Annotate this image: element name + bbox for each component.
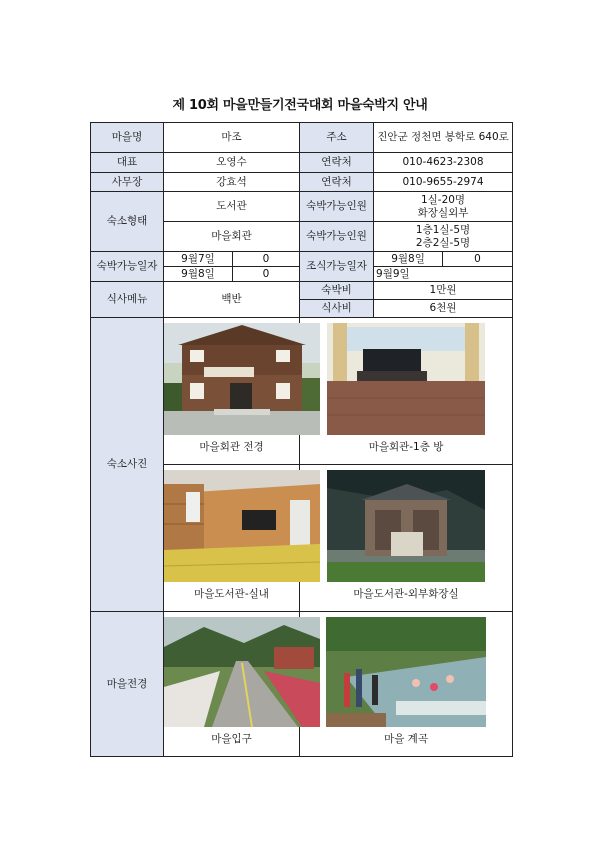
photo-cell	[300, 612, 513, 757]
meal-fee-value: 6천원	[374, 300, 513, 318]
rep-contact-value: 010-4623-2308	[374, 153, 513, 173]
stay-date-label: 숙박가능일자	[91, 252, 164, 282]
capacity-library-line1: 1실-20명	[420, 193, 466, 206]
table-row	[91, 318, 513, 465]
photo-cell	[300, 318, 513, 465]
lodging-fee-label: 숙박비	[300, 282, 374, 300]
photo-cell	[164, 465, 300, 612]
capacity-label-library: 숙박가능인원	[300, 192, 374, 222]
rep-contact-label: 연락처	[300, 153, 374, 173]
stay-date-1: 9월7일	[164, 252, 233, 267]
village-entrance-photo	[164, 617, 320, 727]
lodging-fee-value: 1만원	[374, 282, 513, 300]
capacity-library-line2: 화장실외부	[417, 206, 469, 219]
table-row	[91, 173, 513, 192]
rep-label: 대표	[91, 153, 164, 173]
lodging-photos-label: 숙소사진	[91, 318, 164, 612]
photo-cell	[164, 612, 300, 757]
capacity-label-hall: 숙박가능인원	[300, 222, 374, 252]
rep-value: 오영수	[164, 153, 300, 173]
breakfast-date-1: 9월8일	[374, 252, 443, 267]
breakfast-date-2: 9월9일	[374, 267, 513, 282]
capacity-library	[374, 192, 513, 222]
village-hall-exterior-photo	[164, 323, 320, 435]
village-view-label: 마을전경	[91, 612, 164, 757]
meal-menu-label: 식사메뉴	[91, 282, 164, 318]
photo-cell	[300, 465, 513, 612]
village-hall-exterior-caption: 마을회관 전경	[199, 441, 264, 453]
table-row	[91, 252, 513, 267]
lodging-type-label: 숙소형태	[91, 192, 164, 252]
table-row	[91, 282, 513, 300]
library-interior-photo	[164, 470, 320, 582]
stay-count-1: 0	[233, 252, 300, 267]
village-hall-room-photo	[327, 323, 485, 435]
capacity-hall-line2: 2층2실-5명	[415, 236, 471, 249]
table-row	[91, 612, 513, 757]
capacity-hall-line1: 1층1실-5명	[415, 223, 471, 236]
village-label: 마을명	[91, 123, 164, 153]
office-contact-value: 010-9655-2974	[374, 173, 513, 192]
photo-cell	[164, 318, 300, 465]
village-stream-caption: 마을 계곡	[384, 733, 428, 745]
breakfast-date-label: 조식가능일자	[300, 252, 374, 282]
office-label: 사무장	[91, 173, 164, 192]
table-row	[91, 153, 513, 173]
library-toilet-caption: 마을도서관-외부화장실	[353, 588, 459, 600]
address-value: 진안군 정천면 봉학로 640로	[374, 123, 513, 153]
address-label: 주소	[300, 123, 374, 153]
office-contact-label: 연락처	[300, 173, 374, 192]
library-toilet-photo	[327, 470, 485, 582]
capacity-hall	[374, 222, 513, 252]
table-row	[91, 123, 513, 153]
stay-count-2: 0	[233, 267, 300, 282]
library-interior-caption: 마을도서관-실내	[194, 588, 269, 600]
lodging-info-table	[90, 122, 513, 757]
stay-date-2: 9월8일	[164, 267, 233, 282]
office-value: 강효석	[164, 173, 300, 192]
breakfast-count-1: 0	[443, 252, 513, 267]
page-title: 제 10회 마을만들기전국대회 마을숙박지 안내	[172, 98, 428, 113]
lodging-type-library: 도서관	[164, 192, 300, 222]
village-hall-room-caption: 마을회관-1층 방	[368, 441, 444, 453]
meal-fee-label: 식사비	[300, 300, 374, 318]
village-value: 마조	[164, 123, 300, 153]
village-entrance-caption: 마을입구	[211, 733, 252, 745]
lodging-type-hall: 마을회관	[164, 222, 300, 252]
table-row	[91, 192, 513, 222]
meal-menu-value: 백반	[164, 282, 300, 318]
village-stream-photo	[326, 617, 486, 727]
